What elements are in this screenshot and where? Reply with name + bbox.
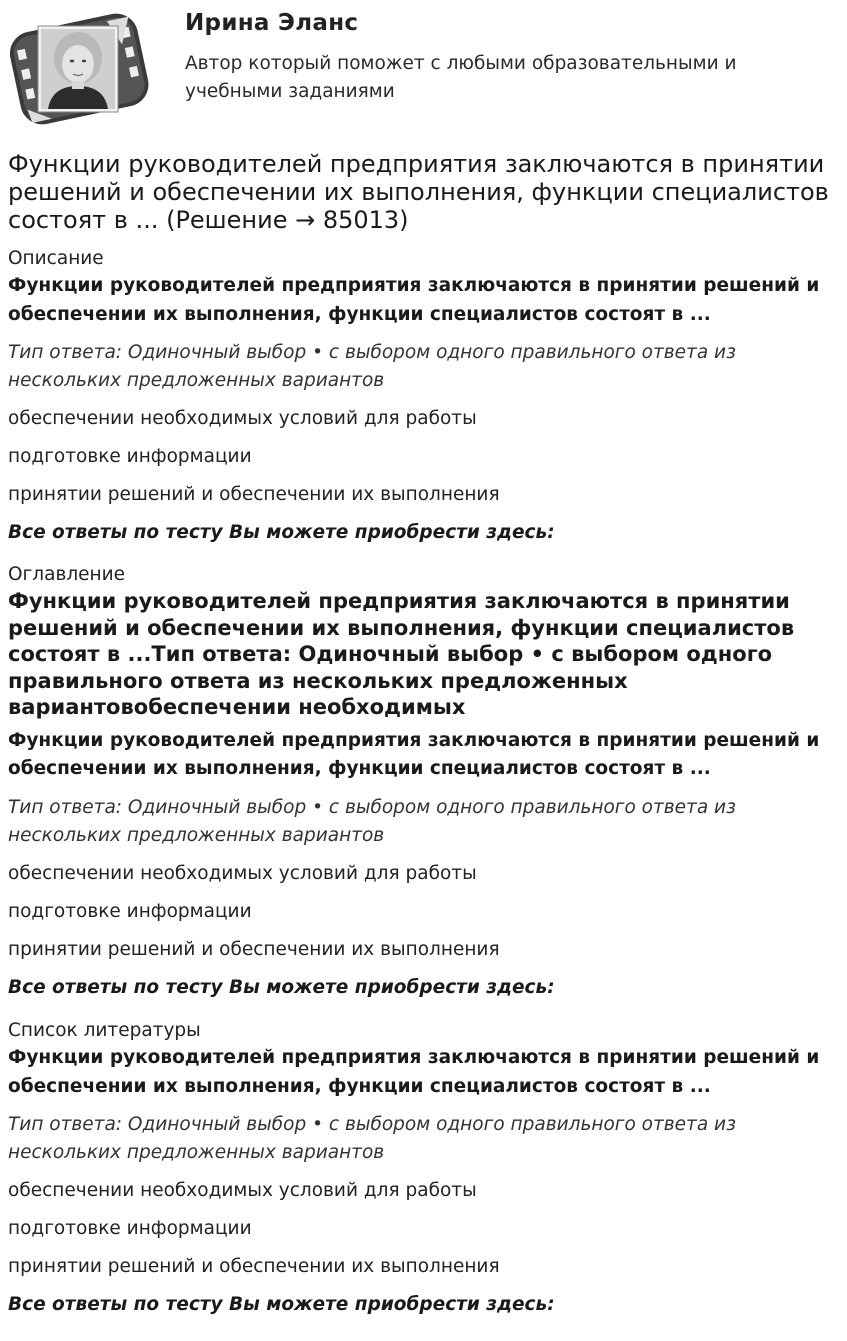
section-label-description: Описание: [8, 248, 104, 269]
purchase-link[interactable]: Все ответы по тесту Вы можете приобрести здесь:: [8, 522, 555, 543]
author-header: [0, 0, 847, 140]
section-label-literature: Список литературы: [8, 1020, 201, 1041]
toc-heading: Функции руководителей предприятия заключаются в принятии решений и обеспечении их выполнения, функции специалистов состоят в ...Тип ответа: Одиночный выбор • с выбором одного правильного ответа из нескольких предложенных вариантовобеспечении необходимых: [8, 589, 795, 719]
toc-section: [8, 562, 843, 1002]
description-section: [8, 246, 843, 547]
option-3: принятии решений и обеспечении их выполнения: [8, 484, 500, 505]
question-text: Функции руководителей предприятия заключаются в принятии решений и обеспечении их выполнения, функции специалистов состоят в ...: [8, 729, 820, 779]
answer-type: Тип ответа: Одиночный выбор • с выбором одного правильного ответа из нескольких предложенных вариантов: [8, 796, 736, 846]
author-description: Автор который поможет с любыми образовательными и учебными заданиями: [185, 53, 737, 102]
option-1: обеспечении необходимых условий для работы: [8, 1180, 477, 1201]
option-2: подготовке информации: [8, 900, 252, 922]
purchase-link[interactable]: Все ответы по тесту Вы можете приобрести здесь:: [8, 1294, 555, 1315]
literature-section: [8, 1018, 843, 1319]
question-text: Функции руководителей предприятия заключаются в принятии решений и обеспечении их выполнения, функции специалистов состоят в ...: [8, 275, 820, 325]
option-1: обеспечении необходимых условий для работы: [8, 408, 477, 429]
answer-type: Тип ответа: Одиночный выбор • с выбором одного правильного ответа из нескольких предложенных вариантов: [8, 342, 736, 391]
purchase-link[interactable]: Все ответы по тесту Вы можете приобрести здесь:: [8, 976, 555, 998]
page-title: Функции руководителей предприятия заключаются в принятии решений и обеспечении их выполнения, функции специалистов состоят в ... (Решение → 85013): [8, 150, 829, 234]
option-1: обеспечении необходимых условий для работы: [8, 862, 477, 884]
author-avatar: [8, 8, 150, 128]
author-name: Ирина Эланс: [185, 10, 359, 36]
option-3: принятии решений и обеспечении их выполнения: [8, 938, 500, 960]
option-2: подготовке информации: [8, 446, 252, 467]
section-label-toc: Оглавление: [8, 564, 126, 585]
answer-type: Тип ответа: Одиночный выбор • с выбором одного правильного ответа из нескольких предложенных вариантов: [8, 1114, 736, 1163]
option-3: принятии решений и обеспечении их выполнения: [8, 1256, 500, 1277]
option-2: подготовке информации: [8, 1218, 252, 1239]
question-text: Функции руководителей предприятия заключаются в принятии решений и обеспечении их выполнения, функции специалистов состоят в ...: [8, 1047, 820, 1097]
